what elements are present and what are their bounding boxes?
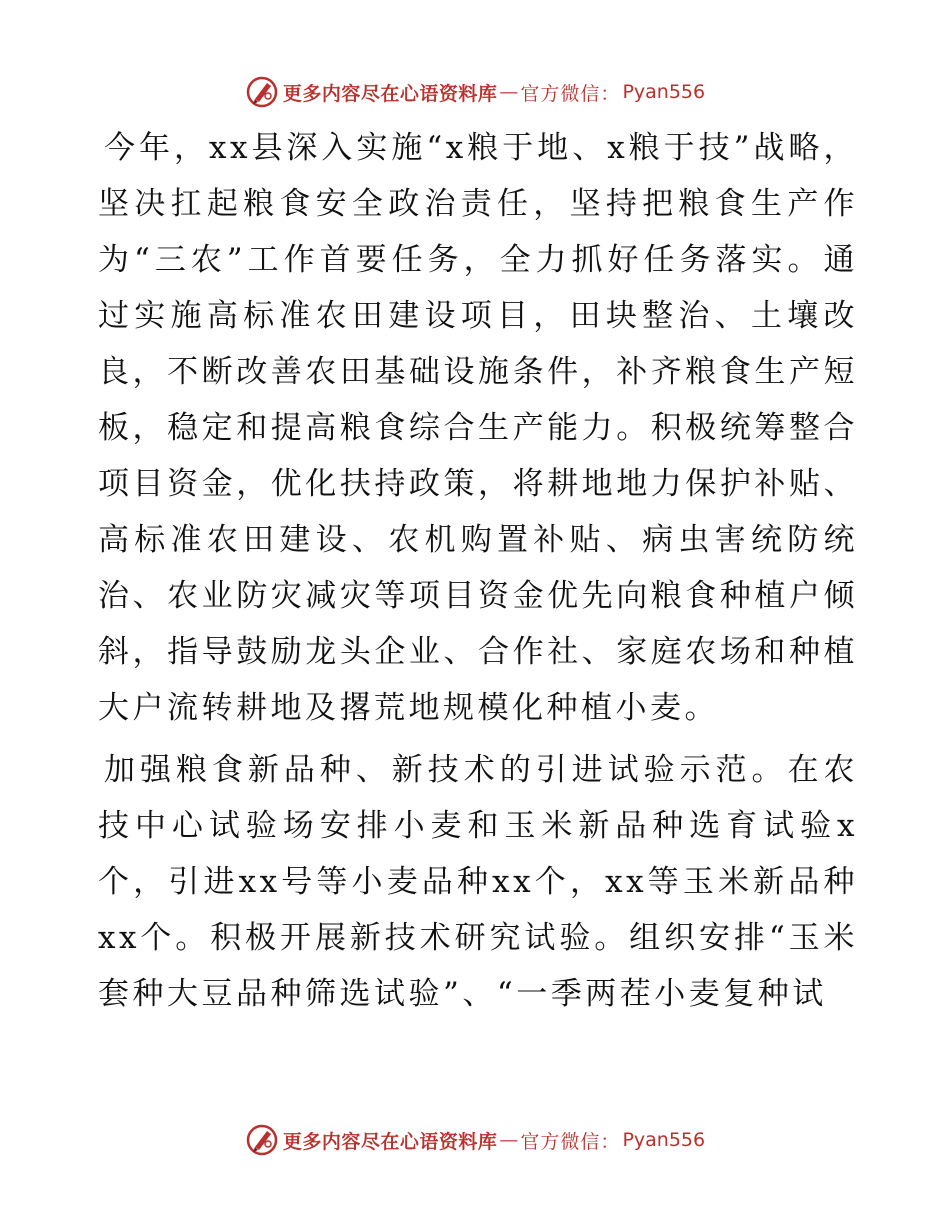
watermark-wechat-id: Pyan556	[622, 1129, 706, 1151]
watermark-wechat-label: 官方微信：	[520, 82, 621, 105]
watermark-wechat-label: 官方微信：	[520, 1130, 621, 1153]
watermark-wechat-id: Pyan556	[622, 81, 706, 103]
watermark-separator: —	[499, 81, 519, 103]
footer-watermark	[0, 1120, 950, 1160]
watermark-brand: 更多内容尽在心语资料库	[282, 82, 498, 105]
document-body	[98, 120, 858, 1022]
watermark-brand: 更多内容尽在心语资料库	[282, 1130, 498, 1153]
header-watermark	[0, 72, 950, 112]
pen-logo-icon	[245, 1123, 279, 1157]
watermark-separator: —	[499, 1129, 519, 1151]
paragraph-2: 加强粮食新品种、新技术的引进试验示范。在农技中心试验场安排小麦和玉米新品种选育试验x个，引进xx号等小麦品种xx个，xx等玉米新品种xx个。积极开展新技术研究试验。组织安排“玉米套种大豆品种筛选试验”、“一季两茬小麦复种试	[98, 752, 858, 1012]
paragraph-1: 今年，xx县深入实施“x粮于地、x粮于技”战略，坚决扛起粮食安全政治责任，坚持把粮食生产作为“三农”工作首要任务，全力抓好任务落实。通过实施高标准农田建设项目，田块整治、土壤改良，不断改善农田基础设施条件，补齐粮食生产短板，稳定和提高粮食综合生产能力。积极统筹整合项目资金，优化扶持政策，将耕地地力保护补贴、高标准农田建设、农机购置补贴、病虫害统防统治、农业防灾减灾等项目资金优先向粮食种植户倾斜，指导鼓励龙头企业、合作社、家庭农场和种植大户流转耕地及撂荒地规模化种植小麦。	[98, 130, 858, 726]
pen-logo-icon	[245, 75, 279, 109]
